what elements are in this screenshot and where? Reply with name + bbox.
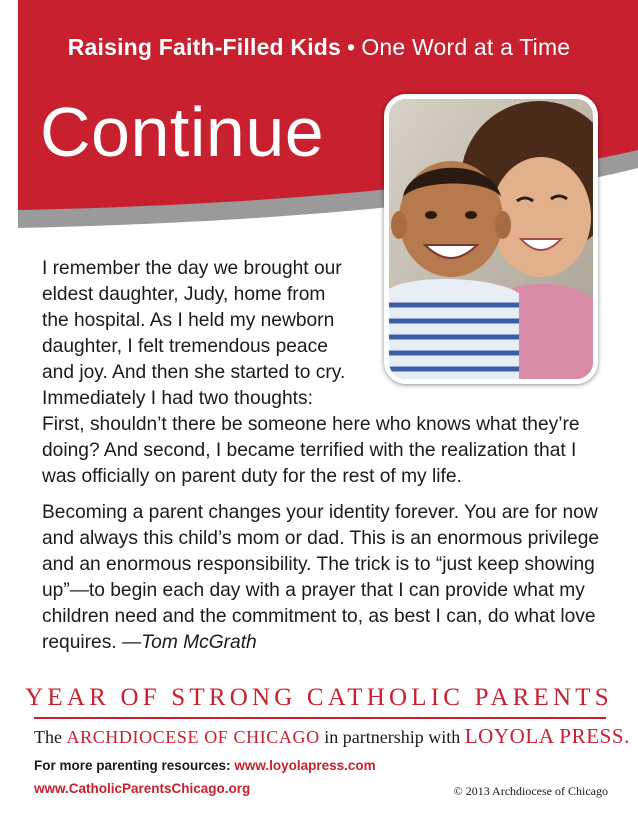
resources-line	[34, 758, 376, 773]
para1-line: I remember the day we brought our	[42, 258, 342, 279]
para2-text: Becoming a parent changes your identity forever. You are for now and always this child’s mom or dad. This is an enormous privilege and an enormous responsibility. The trick is to “just keep showing up”—to begin each day with a prayer that I can provide what my children need and the commitment to, as best I can, do what love requires.	[42, 502, 600, 653]
article-body	[42, 256, 602, 656]
copyright-notice: © 2013 Archdiocese of Chicago	[453, 784, 608, 798]
series-tagline	[0, 34, 638, 61]
series-title: Raising Faith-Filled Kids	[67, 34, 342, 60]
archdiocese-name: ARCHDIOCESE OF CHICAGO	[66, 727, 320, 747]
page-title: Continue	[40, 93, 325, 171]
partnership-connector: in partnership with	[324, 727, 461, 747]
paragraph-2	[42, 500, 602, 656]
partnership-the: The	[34, 727, 62, 747]
resources-label: For more parenting resources:	[34, 758, 231, 773]
partnership-line	[34, 724, 631, 749]
paragraph-1-wrapped-lines	[42, 256, 362, 412]
series-subtitle: One Word at a Time	[361, 34, 571, 60]
loyola-press-link[interactable]: www.loyolapress.com	[234, 758, 376, 773]
para1-continuation: First, shouldn’t there be someone here who knows what they’re doing? And second, I became terrified with the realization that I was officially on parent duty for the rest of my life.	[42, 414, 580, 487]
catholic-parents-chicago-link[interactable]: www.CatholicParentsChicago.org	[34, 781, 251, 796]
para1-line: eldest daughter, Judy, home from	[42, 284, 326, 305]
author-attribution: —Tom McGrath	[122, 632, 257, 653]
para1-line: daughter, I felt tremendous peace	[42, 336, 328, 357]
para1-line: and joy. And then she started to cry.	[42, 362, 346, 383]
year-heading: YEAR OF STRONG CATHOLIC PARENTS	[25, 684, 613, 711]
para1-line: the hospital. As I held my newborn	[42, 310, 335, 331]
tagline-separator: •	[347, 34, 356, 60]
para1-line: Immediately I had two thoughts:	[42, 388, 313, 409]
footer-divider	[34, 717, 606, 719]
loyola-press-logo: LOYOLA PRESS.	[464, 724, 631, 748]
paragraph-1	[42, 256, 602, 490]
